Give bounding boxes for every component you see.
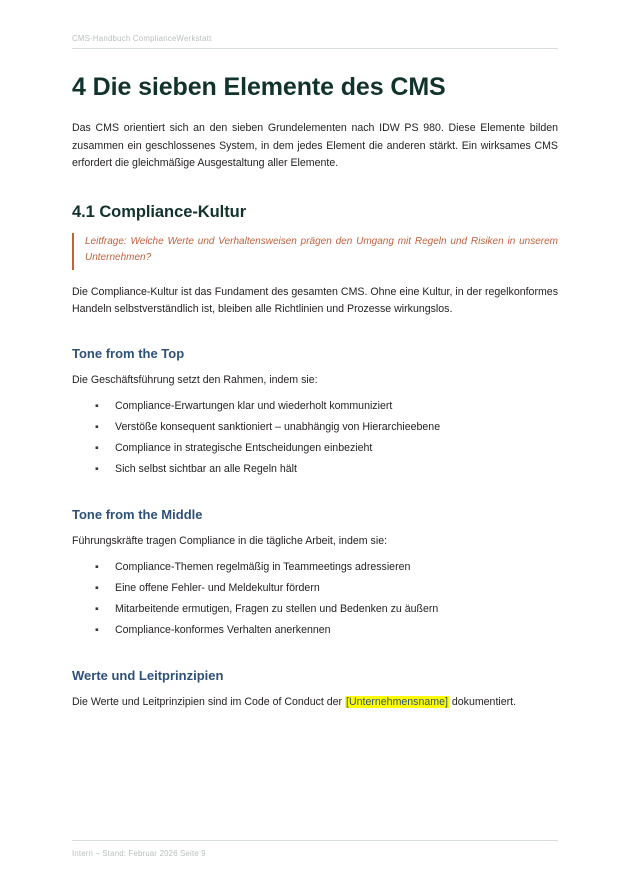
header-divider bbox=[72, 48, 558, 49]
values-text-before: Die Werte und Leitprinzipien sind im Code of Conduct der bbox=[72, 695, 346, 708]
document-header bbox=[72, 33, 558, 49]
list-item-label: Verstöße konsequent sanktioniert – unabhängig von Hierarchieebene bbox=[115, 420, 441, 433]
list-item-label: Compliance-Themen regelmäßig in Teammeetings adressieren bbox=[115, 560, 411, 573]
list-item bbox=[72, 396, 558, 417]
list-item bbox=[72, 417, 558, 438]
bullet-icon: ▪ bbox=[95, 581, 99, 594]
document-footer bbox=[72, 840, 558, 860]
list-item bbox=[72, 438, 558, 459]
section-heading-4-1: 4.1 Compliance-Kultur bbox=[72, 202, 247, 221]
bullet-icon: ▪ bbox=[95, 623, 99, 636]
bullet-icon: ▪ bbox=[95, 560, 99, 573]
company-name-placeholder[interactable]: [Unternehmensname] bbox=[346, 695, 448, 708]
list-item-label: Mitarbeitende ermutigen, Fragen zu stellen und Bedenken zu äußern bbox=[115, 602, 439, 615]
list-item bbox=[72, 459, 558, 480]
footer-divider bbox=[72, 840, 558, 841]
subheading-werte-und-leitprinzipien: Werte und Leitprinzipien bbox=[72, 667, 224, 683]
subheading-tone-from-the-top: Tone from the Top bbox=[72, 345, 185, 361]
footer-text: Intern – Stand: Februar 2026 Seite 9 bbox=[72, 849, 206, 858]
values-paragraph bbox=[72, 694, 558, 712]
leitfrage-callout bbox=[72, 233, 558, 270]
list-item-label: Compliance-konformes Verhalten anerkennen bbox=[115, 623, 331, 636]
bullet-list-tone-from-the-top bbox=[72, 396, 558, 480]
bullet-icon: ▪ bbox=[95, 441, 99, 454]
callout-text: Leitfrage: Welche Werte und Verhaltensweisen prägen den Umgang mit Regeln und Risiken in unserem Unternehmen? bbox=[85, 235, 558, 263]
page-title: 4 Die sieben Elemente des CMS bbox=[72, 73, 446, 101]
list-item-label: Sich selbst sichtbar an alle Regeln hält bbox=[115, 462, 297, 475]
bullet-icon: ▪ bbox=[95, 602, 99, 615]
values-text-after: dokumentiert. bbox=[448, 695, 517, 708]
subheading-tone-from-the-middle: Tone from the Middle bbox=[72, 506, 203, 522]
lead-in-tone-from-the-top: Die Geschäftsführung setzt den Rahmen, indem sie: bbox=[72, 373, 318, 386]
lead-in-tone-from-the-middle: Führungskräfte tragen Compliance in die tägliche Arbeit, indem sie: bbox=[72, 534, 388, 547]
list-item bbox=[72, 557, 558, 578]
section-paragraph: Die Compliance-Kultur ist das Fundament des gesamten CMS. Ohne eine Kultur, in der regelkonformes Handeln selbstverständlich ist, bleiben alle Richtlinien und Prozesse wirkungslos. bbox=[72, 285, 558, 315]
list-item bbox=[72, 578, 558, 599]
list-item bbox=[72, 599, 558, 620]
bullet-icon: ▪ bbox=[95, 399, 99, 412]
list-item-label: Compliance in strategische Entscheidungen einbezieht bbox=[115, 441, 373, 454]
intro-paragraph: Das CMS orientiert sich an den sieben Grundelementen nach IDW PS 980. Diese Elemente bilden zusammen ein geschlossenes System, in dem jedes Element die anderen stärkt. Ein wirksames CMS erfordert die gleichmäßige Ausgestaltung aller Elemente. bbox=[72, 122, 558, 169]
bullet-icon: ▪ bbox=[95, 420, 99, 433]
bullet-list-tone-from-the-middle bbox=[72, 557, 558, 641]
list-item bbox=[72, 620, 558, 641]
running-header-title: CMS-Handbuch ComplianceWerkstatt bbox=[72, 34, 212, 43]
bullet-icon: ▪ bbox=[95, 462, 99, 475]
document-body bbox=[72, 72, 558, 723]
list-item-label: Compliance-Erwartungen klar und wiederholt kommuniziert bbox=[115, 399, 393, 412]
list-item-label: Eine offene Fehler- und Meldekultur fördern bbox=[115, 581, 320, 594]
